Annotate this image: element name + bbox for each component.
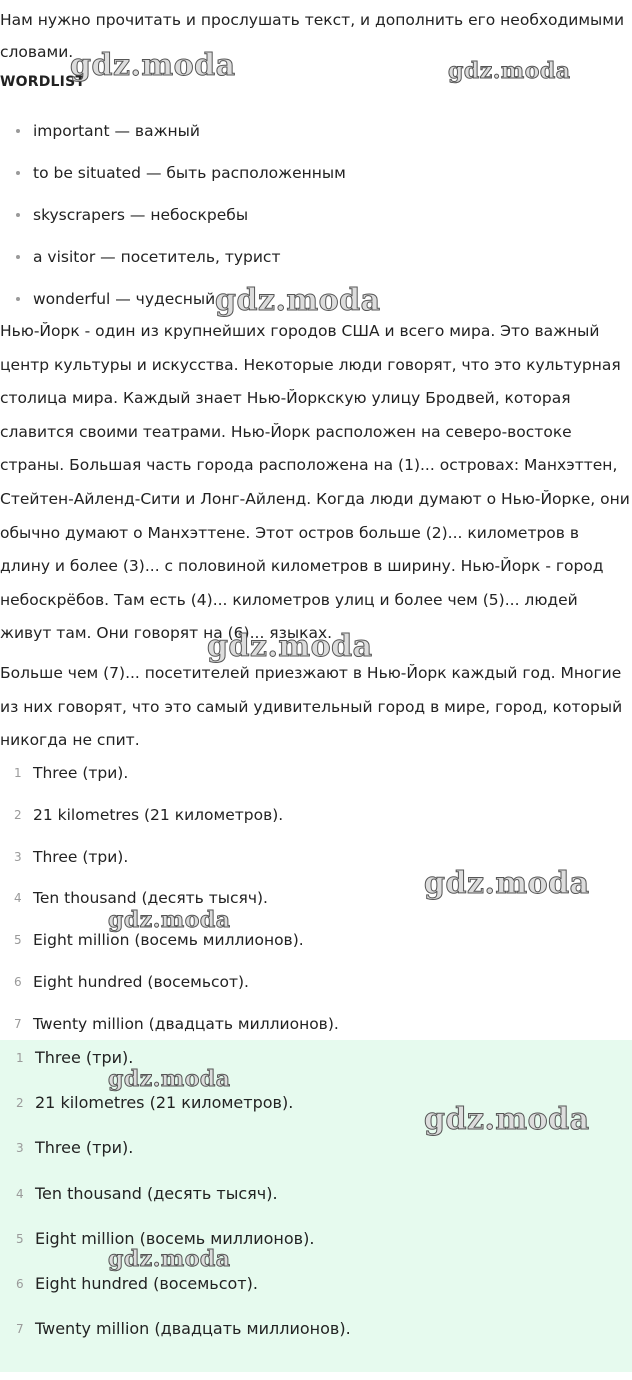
text-paragraph-1: Нью-Йорк - один из крупнейших городов США и всего мира. Это важный центр культуры и искусства. Некоторые люди говорят, что это культурная столица мира. Каждый знает Нью-Йоркскую улицу Бродвей, которая славится своими театрами. Нью-Йорк расположен на северо-востоке страны. Большая часть города расположена на (1)... островах: Манхэттен, Стейтен-Айленд-Сити и Лонг-Айленд. Когда люди думают о Нью-Йорке, они обычно думают о Манхэттене. Этот остров больше (2)... километров в длину и более (3)... с половиной километров в ширину. Нью-Йорк - город небоскрёбов. Там есть (4)... километров улиц и более чем (5)... людей живут там. Они говорят на (6)... языках. <box>0 322 630 643</box>
answer-text: Eight hundred (восемьсот). <box>35 1273 258 1293</box>
wordlist-item <box>0 152 346 194</box>
answer-number: 1 <box>16 1051 24 1065</box>
watermark-logo: gdz.moda <box>108 907 231 933</box>
answer-text: Three (три). <box>35 1048 134 1067</box>
answer-number: 6 <box>16 1276 24 1291</box>
answer-number: 7 <box>14 1016 22 1031</box>
answer-text: Three (три). <box>33 847 129 866</box>
bullet-icon <box>16 297 20 301</box>
wordlist-item <box>0 110 346 152</box>
watermark-logo: gdz.moda <box>448 58 571 84</box>
answer-text: Three (три). <box>35 1138 134 1158</box>
answer-number: 5 <box>14 933 22 948</box>
answer-number: 4 <box>16 1186 24 1201</box>
watermark-logo: gdz.moda <box>424 1102 590 1137</box>
highlighted-answer-item <box>0 1130 351 1175</box>
wordlist-item-text: to be situated — быть расположенным <box>33 164 346 182</box>
answer-number: 6 <box>14 974 22 989</box>
answer-text: Ten thousand (десять тысяч). <box>33 889 268 908</box>
watermark-logo: gdz.moda <box>207 629 373 664</box>
answer-text: Eight million (восемь миллионов). <box>33 931 304 950</box>
answer-text: Twenty million (двадцать миллионов). <box>35 1319 351 1339</box>
answer-item <box>0 752 339 794</box>
wordlist-item <box>0 236 346 278</box>
answer-number: 2 <box>16 1096 24 1111</box>
bullet-icon <box>16 129 20 133</box>
wordlist-item-text: wonderful — чудесный <box>33 290 216 308</box>
wordlist-item <box>0 194 346 236</box>
answer-number: 7 <box>16 1322 24 1337</box>
answer-number: 2 <box>14 807 22 822</box>
highlighted-answer-item <box>0 1266 351 1311</box>
answer-item <box>0 1003 339 1045</box>
answer-text: Ten thousand (десять тысяч). <box>35 1183 278 1203</box>
watermark-logo: gdz.moda <box>215 283 381 318</box>
bullet-icon <box>16 171 20 175</box>
wordlist-item-text: important — важный <box>33 122 200 140</box>
watermark-logo: gdz.moda <box>108 1066 231 1092</box>
answer-number: 4 <box>14 891 22 906</box>
wordlist-title: WORDLIST <box>0 74 86 90</box>
wordlist-item-text: skyscrapers — небоскребы <box>33 206 249 224</box>
answer-text: 21 kilometres (21 километров). <box>33 805 284 824</box>
intro-text: Нам нужно прочитать и прослушать текст, и дополнить его необходимыми словами. <box>0 11 625 61</box>
highlighted-answer-item <box>0 1311 351 1356</box>
answer-item <box>0 794 339 836</box>
answer-item <box>0 836 339 878</box>
answer-number: 1 <box>14 766 22 780</box>
answer-text: Twenty million (двадцать миллионов). <box>33 1014 339 1033</box>
highlighted-answer-item <box>0 1176 351 1221</box>
watermark-logo: gdz.moda <box>424 866 590 901</box>
answer-text: Eight hundred (восемьсот). <box>33 972 249 991</box>
answer-text: 21 kilometres (21 километров). <box>35 1093 294 1113</box>
answers-list <box>0 752 339 1045</box>
answer-item <box>0 961 339 1003</box>
wordlist-item-text: a visitor — посетитель, турист <box>33 248 281 266</box>
bullet-icon <box>16 255 20 259</box>
answer-number: 3 <box>16 1141 24 1156</box>
text-paragraph-2: Больше чем (7)... посетителей приезжают в Нью-Йорк каждый год. Многие из них говорят, что это самый удивительный город в мире, город, который никогда не спит. <box>0 664 623 750</box>
watermark-logo: gdz.moda <box>70 48 236 83</box>
bullet-icon <box>16 213 20 217</box>
answer-text: Eight million (восемь миллионов). <box>35 1228 315 1248</box>
answer-number: 3 <box>14 849 22 864</box>
watermark-logo: gdz.moda <box>108 1246 231 1272</box>
answer-text: Three (три). <box>33 764 129 782</box>
answer-number: 5 <box>16 1231 24 1246</box>
